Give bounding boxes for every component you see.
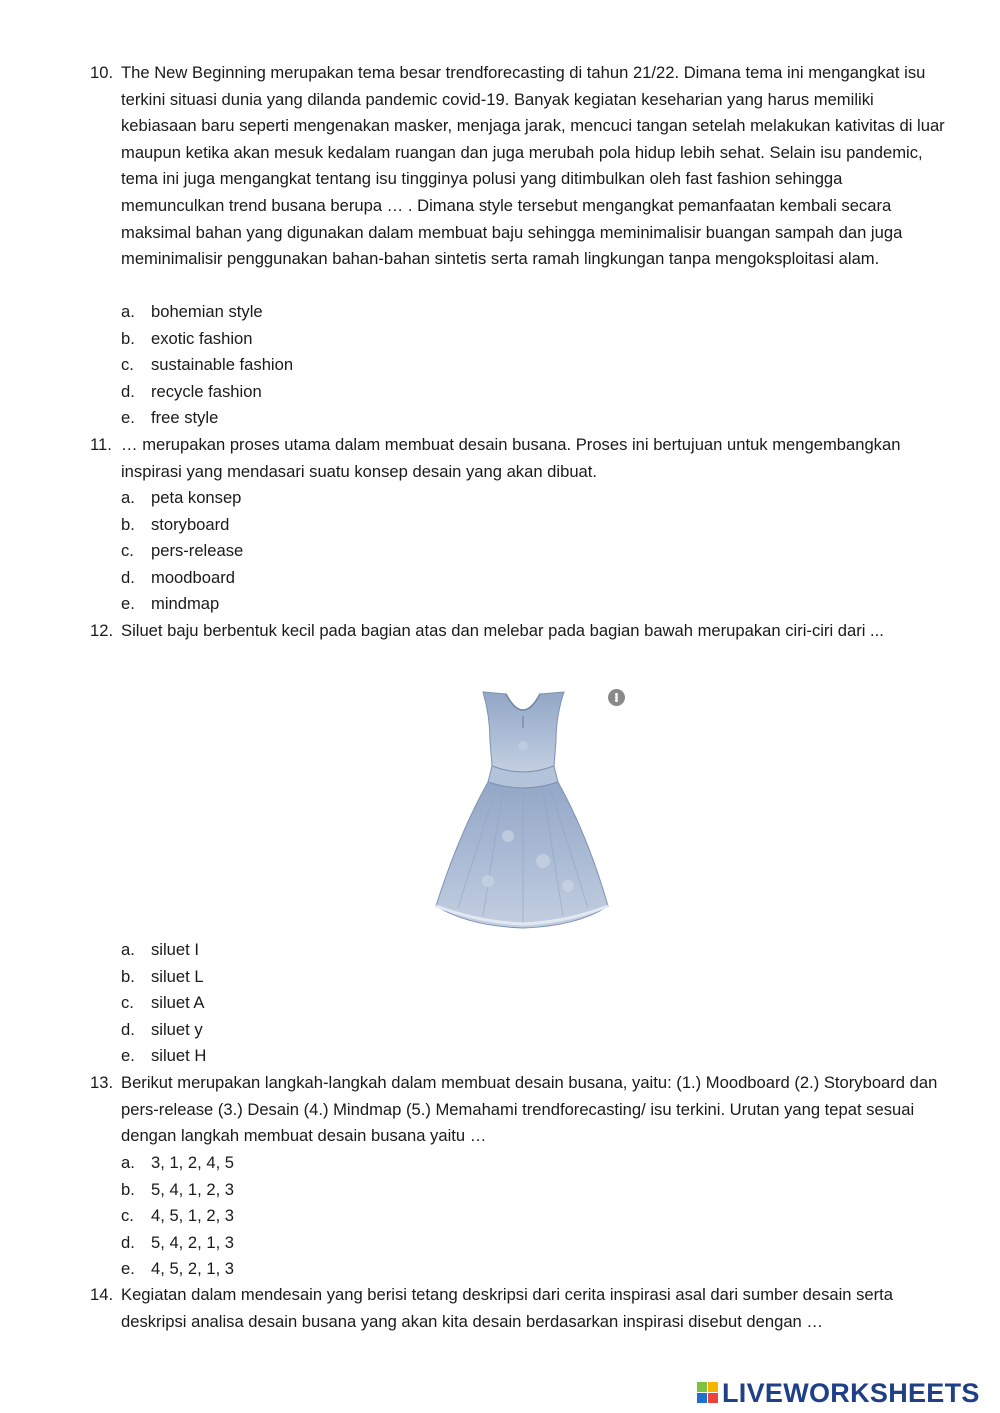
option-letter: c. (121, 1206, 134, 1226)
question-number: 12. (90, 621, 114, 640)
option-a[interactable] (121, 299, 293, 326)
question-14 (90, 1282, 950, 1335)
options-10 (121, 299, 293, 432)
option-letter: a. (121, 302, 135, 321)
option-text: siluet A (151, 993, 205, 1013)
option-letter: b. (121, 328, 135, 348)
option-e[interactable] (121, 405, 293, 432)
question-text: Berikut merupakan langkah-langkah dalam membuat desain busana, yaitu: (1.) Moodboard (2.) Storyboard dan pers-release (3.) Desain (4.) Mindmap (5.) Memahami trendforecasting/ isu terkini. Urutan yang tepat sesuai dengan langkah membuat desain busana yaitu … (121, 1073, 938, 1146)
option-text: 3, 1, 2, 4, 5 (151, 1153, 235, 1172)
question-number: 11. (90, 435, 112, 454)
option-text: siluet H (151, 1046, 207, 1066)
option-a[interactable] (121, 937, 206, 964)
options-13 (121, 1150, 234, 1283)
option-text: mindmap (151, 594, 220, 614)
option-letter: b. (121, 1179, 135, 1199)
option-text: siluet I (151, 940, 199, 959)
liveworksheets-brand[interactable] (697, 1378, 980, 1408)
option-d[interactable] (121, 1017, 206, 1044)
option-letter: d. (121, 381, 135, 401)
option-text: 5, 4, 2, 1, 3 (151, 1232, 235, 1252)
question-number: 10. (90, 63, 114, 82)
option-b[interactable] (121, 1177, 234, 1204)
brand-name: LIVEWORKSHEETS (722, 1377, 980, 1408)
option-text: 4, 5, 1, 2, 3 (151, 1206, 235, 1226)
option-letter: c. (121, 541, 134, 561)
option-text: free style (151, 408, 219, 428)
question-10 (90, 60, 950, 273)
option-text: siluet y (151, 1019, 203, 1039)
option-text: peta konsep (151, 488, 242, 507)
option-d[interactable] (121, 379, 293, 406)
option-d[interactable] (121, 565, 243, 592)
option-letter: d. (121, 1019, 135, 1039)
option-letter: d. (121, 1232, 135, 1252)
logo-square (708, 1382, 718, 1392)
option-c[interactable] (121, 352, 293, 379)
option-letter: e. (121, 408, 135, 428)
question-text: Siluet baju berbentuk kecil pada bagian atas dan melebar pada bagian bawah merupakan ciri-ciri dari ... (121, 621, 884, 640)
option-letter: e. (121, 1259, 135, 1279)
option-text: sustainable fashion (151, 355, 294, 375)
option-c[interactable] (121, 538, 243, 565)
question-number: 13. (90, 1073, 114, 1092)
option-e[interactable] (121, 591, 243, 618)
option-e[interactable] (121, 1043, 206, 1070)
option-letter: d. (121, 567, 135, 587)
option-letter: b. (121, 966, 135, 986)
option-text: bohemian style (151, 302, 263, 321)
option-letter: b. (121, 514, 135, 534)
options-12 (121, 937, 206, 1070)
option-text: storyboard (151, 514, 230, 534)
option-d[interactable] (121, 1230, 234, 1257)
option-letter: c. (121, 993, 134, 1013)
question-13 (90, 1070, 950, 1150)
option-b[interactable] (121, 326, 293, 353)
option-text: 5, 4, 1, 2, 3 (151, 1179, 235, 1199)
logo-square (697, 1393, 707, 1403)
option-letter: c. (121, 355, 134, 375)
option-a[interactable] (121, 485, 243, 512)
question-12 (90, 618, 950, 645)
logo-square (697, 1382, 707, 1392)
option-c[interactable] (121, 1203, 234, 1230)
option-c[interactable] (121, 990, 206, 1017)
option-a[interactable] (121, 1150, 234, 1177)
option-b[interactable] (121, 512, 243, 539)
option-text: recycle fashion (151, 381, 262, 401)
question-text: The New Beginning merupakan tema besar trendforecasting di tahun 21/22. Dimana tema ini mengangkat isu terkini situasi dunia yang dilanda pandemic covid-19. Banyak kegiatan keseharian yang harus memiliki kebiasaan baru seperti mengenakan masker, menjaga jarak, mencuci tangan setelah melakukan kativitas di luar maupun ketika akan mesuk kedalam ruangan dan juga merubah pola hidup lebih sehat. Selain isu pandemic, tema ini juga mengangkat tentang isu tingginya polusi yang ditimbulkan oleh fast fashion sehingga memunculkan trend busana berupa … . Dimana style tersebut mengangkat pemanfaatan kembali secara maksimal bahan yang digunakan dalam membuat baju sehingga meminimalisir buangan sampah dan juga meminimalisir penggunakan bahan-bahan sintetis serta ramah lingkungan tanpa mengoksploitasi alam. (121, 63, 945, 269)
dress-image (428, 686, 618, 936)
option-letter: a. (121, 1153, 135, 1172)
option-text: moodboard (151, 567, 235, 587)
logo-square (708, 1393, 718, 1403)
option-e[interactable] (121, 1256, 234, 1283)
option-b[interactable] (121, 964, 206, 991)
option-letter: e. (121, 1046, 135, 1066)
option-letter: a. (121, 940, 135, 959)
option-text: pers-release (151, 541, 244, 561)
options-11 (121, 485, 243, 618)
liveworksheets-logo-icon (697, 1382, 719, 1404)
option-text: siluet L (151, 966, 204, 986)
question-text: … merupakan proses utama dalam membuat desain busana. Proses ini bertujuan untuk mengembangkan inspirasi yang mendasari suatu konsep desain yang akan dibuat. (121, 435, 901, 481)
question-text: Kegiatan dalam mendesain yang berisi tetang deskripsi dari cerita inspirasi asal dari sumber desain serta deskripsi analisa desain busana yang akan kita desain berdasarkan inspirasi disebut dengan … (121, 1285, 894, 1331)
question-11 (90, 432, 950, 485)
option-letter: a. (121, 488, 135, 507)
question-number: 14. (90, 1285, 114, 1304)
option-text: 4, 5, 2, 1, 3 (151, 1259, 235, 1279)
option-letter: e. (121, 594, 135, 614)
more-options-icon[interactable] (608, 689, 625, 706)
option-text: exotic fashion (151, 328, 253, 348)
